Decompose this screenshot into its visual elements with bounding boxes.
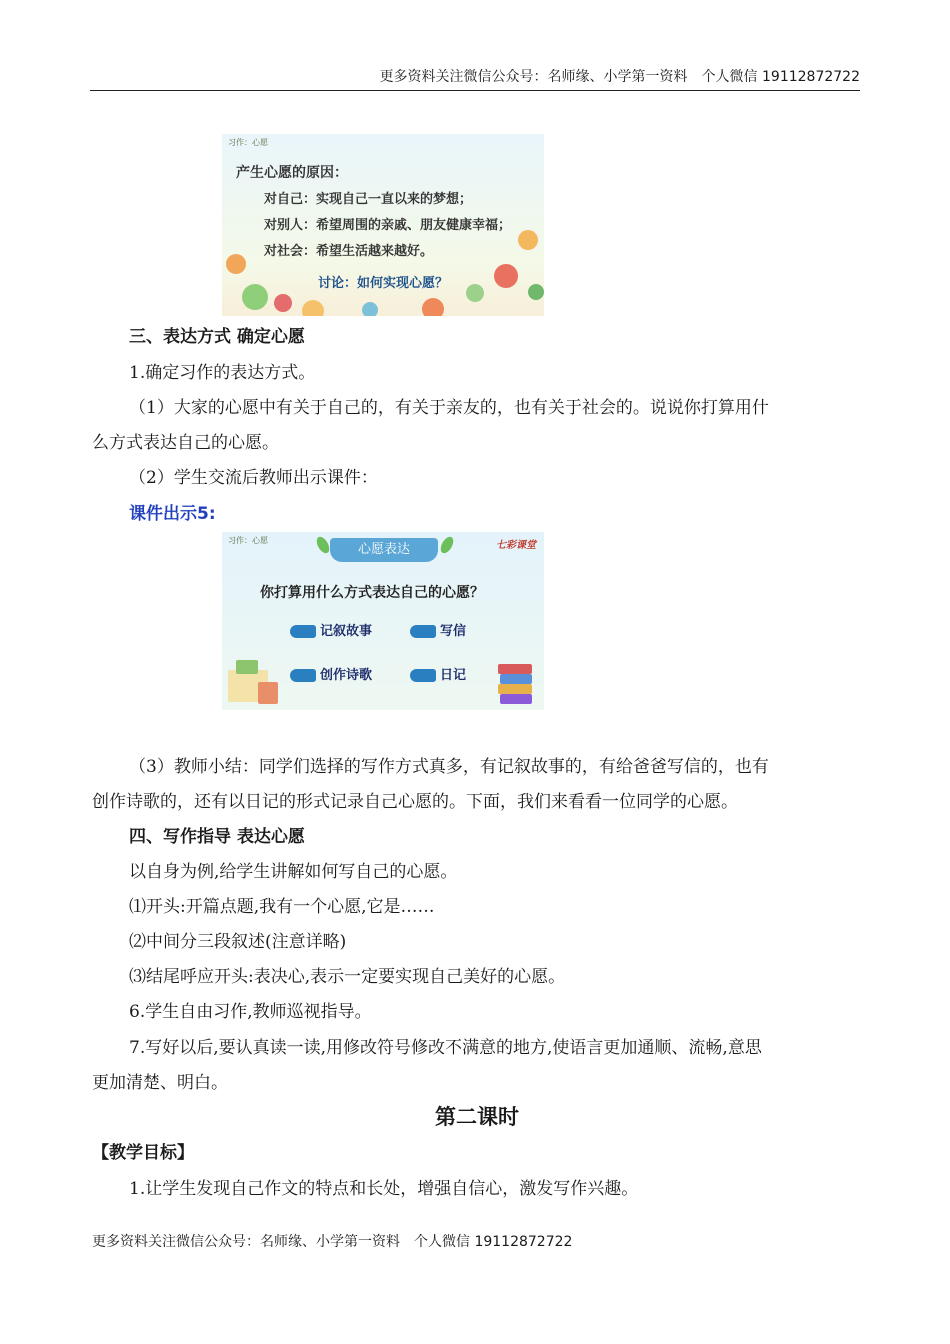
slide-image-expression: [222, 532, 544, 710]
lesson-2-title: 第二课时: [435, 1105, 519, 1129]
pointing-hand-icon: [290, 669, 316, 682]
leaf-icon: [438, 535, 456, 556]
paragraph-10-line2: 更加清楚、明白。: [92, 1073, 228, 1093]
slide1-question: 讨论：如何实现心愿？: [318, 276, 449, 291]
slide2-tag: 习作：心愿: [228, 536, 268, 545]
slide-image-reasons: [222, 134, 544, 316]
header-text: 更多资料关注微信公众号：名师缘、小学第一资料: [379, 69, 688, 85]
pointing-hand-icon: [290, 625, 316, 638]
slide1-line-self: 对自己：实现自己一直以来的梦想；: [264, 192, 473, 207]
slide2-logo: 七彩课堂: [496, 540, 536, 551]
pointing-hand-icon: [410, 625, 436, 638]
slide1-tag: 习作：心愿: [228, 138, 268, 147]
option-narrative: 记叙故事: [290, 620, 372, 639]
paragraph-3: （2）学生交流后教师出示课件：: [129, 468, 378, 488]
paragraph-4-line2: 创作诗歌的，还有以日记的形式记录自己心愿的。下面，我们来看看一位同学的心愿。: [92, 792, 738, 812]
header-contact: 个人微信 19112872722: [701, 69, 860, 85]
section-3-heading: 三、表达方式 确定心愿: [129, 327, 305, 347]
paragraph-9: 6.学生自由习作,教师巡视指导。: [129, 1002, 372, 1022]
slide2-question: 你打算用什么方式表达自己的心愿？: [260, 585, 484, 601]
option-poem: 创作诗歌: [290, 664, 372, 683]
option-letter: 写信: [410, 620, 466, 639]
paragraph-1: 1.确定习作的表达方式。: [129, 363, 316, 383]
section-4-heading: 四、写作指导 表达心愿: [129, 827, 305, 847]
pointing-hand-icon: [410, 669, 436, 682]
slide2-banner: 心愿表达: [330, 538, 438, 562]
paragraph-6: ⑴开头:开篇点题,我有一个心愿,它是……: [129, 897, 435, 917]
paragraph-8: ⑶结尾呼应开头:表决心,表示一定要实现自己美好的心愿。: [129, 967, 566, 987]
slide1-line-others: 对别人：希望周围的亲戚、朋友健康幸福；: [264, 218, 512, 233]
slide1-title: 产生心愿的原因：: [236, 165, 348, 181]
teaching-goals-heading: 【教学目标】: [92, 1143, 194, 1163]
paragraph-2-line1: （1）大家的心愿中有关于自己的，有关于亲友的，也有关于社会的。说说你打算用什: [129, 398, 769, 418]
paragraph-5: 以自身为例,给学生讲解如何写自己的心愿。: [129, 862, 458, 882]
paragraph-2-line2: 么方式表达自己的心愿。: [92, 433, 279, 453]
slide1-line-society: 对社会：希望生活越来越好。: [264, 244, 434, 259]
page-header: [90, 66, 860, 91]
courseware-label: 课件出示5:: [129, 504, 216, 524]
goal-1: 1.让学生发现自己作文的特点和长处，增强自信心，激发写作兴趣。: [129, 1179, 639, 1199]
footer-text: 更多资料关注微信公众号：名师缘、小学第一资料: [92, 1234, 400, 1250]
page-footer: [92, 1231, 572, 1251]
footer-contact: 个人微信 19112872722: [414, 1234, 573, 1250]
paragraph-10-line1: 7.写好以后,要认真读一读,用修改符号修改不满意的地方,使语言更加通顺、流畅,意思: [129, 1038, 762, 1058]
paragraph-7: ⑵中间分三段叙述(注意详略): [129, 932, 347, 952]
paragraph-4-line1: （3）教师小结：同学们选择的写作方式真多，有记叙故事的，有给爸爸写信的，也有: [129, 757, 769, 777]
option-diary: 日记: [410, 664, 466, 683]
